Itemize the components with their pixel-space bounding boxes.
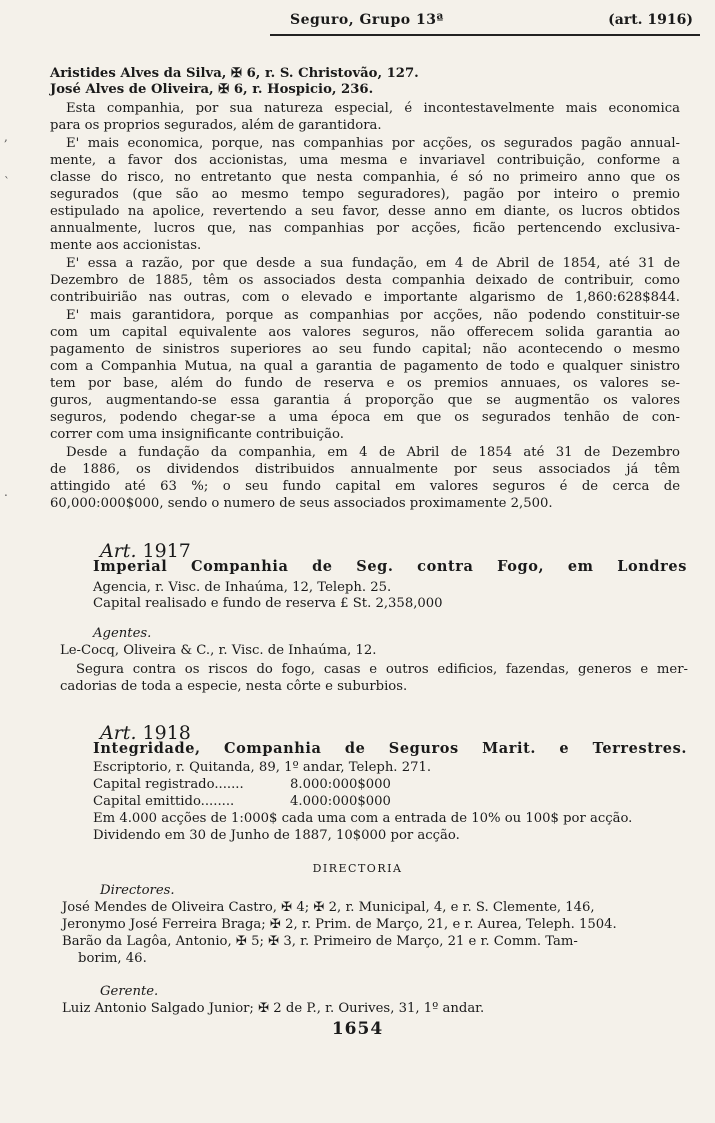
member-line: José Alves de Oliveira, ✠ 6, r. Hospicio, 236. — [50, 82, 374, 97]
company-name-1918: Integridade, Companhia de Seguros Marit. e Terrestres. — [93, 740, 687, 757]
member-line: Aristides Alves da Silva, ✠ 6, r. S. Christovão, 127. — [50, 66, 419, 81]
agency-line: Agencia, r. Visc. de Inhaúma, 12, Teleph. 25. — [93, 580, 392, 595]
paragraph-line: attingido até 63 %; o seu fundo capital em valores seguros é de cerca de — [50, 479, 680, 494]
manager-line: Luiz Antonio Salgado Junior; ✠ 2 de P., r. Ourives, 31, 1º andar. — [62, 1001, 485, 1016]
director-line: Jeronymo José Ferreira Braga; ✠ 2, r. Prim. de Março, 21, e r. Aurea, Teleph. 1504. — [62, 917, 617, 932]
agents-heading: Agentes. — [93, 626, 152, 641]
capital-emitted-value: 4.000:000$000 — [290, 794, 391, 809]
running-header-title: Seguro, Grupo 13ª — [290, 12, 444, 28]
paragraph-line: E' mais economica, porque, nas companhias por acções, os segurados pagão annual- — [66, 136, 680, 151]
capital-emitted-label: Capital emittido........ — [93, 794, 235, 809]
paragraph-line: annualmente, lucros que, nas companhias por acções, ficão pertencendo exclusiva- — [50, 221, 680, 236]
paragraph-line: 60,000:000$000, sendo o numero de seus associados proximamente 2,500. — [50, 496, 553, 511]
paragraph-line: contribuirião nas outras, com o elevado e importante algarismo de 1,860:628$844. — [50, 290, 680, 305]
agents-line: Le-Cocq, Oliveira & C., r. Visc. de Inhaúma, 12. — [60, 643, 377, 658]
paragraph-line: pagamento de sinistros superiores ao seu fundo capital; não acontecendo o mesmo — [50, 342, 680, 357]
paragraph-line: Desde a fundação da companhia, em 4 de Abril de 1854 até 31 de Dezembro — [66, 445, 680, 460]
paragraph-line: mente aos accionistas. — [50, 238, 202, 253]
directoria-heading: DIRECTORIA — [312, 862, 403, 875]
article-number: 1918 — [142, 722, 191, 744]
paragraph-line: E' mais garantidora, porque as companhias por acções, não podendo constituir-se — [66, 308, 680, 323]
capital-line: Capital realisado e fundo de reserva £ St. 2,358,000 — [93, 596, 443, 611]
paragraph-line: mente, a favor dos accionistas, uma mesma e invariavel contribuição, conforme a — [50, 153, 680, 168]
paragraph-line: tem por base, além do fundo de reserva e os premios annuaes, os valores se- — [50, 376, 680, 391]
paragraph-line: correr com uma insignificante contribuição. — [50, 427, 344, 442]
paragraph-line: Dezembro de 1885, têm os associados desta companhia deixado de contribuir, como — [50, 273, 680, 288]
running-header-article-ref: (art. 1916) — [608, 12, 693, 28]
company-name-1917: Imperial Companhia de Seg. contra Fogo, em Londres — [93, 558, 687, 575]
paragraph-line: estipulado na apolice, revertendo a seu favor, desse anno em diante, os lucros obtidos — [50, 204, 680, 219]
directors-heading: Directores. — [100, 883, 175, 898]
margin-mark: , — [4, 130, 8, 144]
office-line: Escriptorio, r. Quitanda, 89, 1º andar, Teleph. 271. — [93, 760, 432, 775]
dividend-line: Dividendo em 30 de Junho de 1887, 10$000 por acção. — [93, 828, 460, 843]
paragraph-line: E' essa a razão, por que desde a sua fundação, em 4 de Abril de 1854, até 31 de — [66, 256, 680, 271]
director-line: Barão da Lagôa, Antonio, ✠ 5; ✠ 3, r. Primeiro de Março, 21 e r. Comm. Tam- — [62, 934, 578, 949]
paragraph-line: com um capital equivalente aos valores seguros, não offerecem solida garantia ao — [50, 325, 680, 340]
director-line: José Mendes de Oliveira Castro, ✠ 4; ✠ 2, r. Municipal, 4, e r. S. Clemente, 146, — [62, 900, 595, 915]
director-line: borim, 46. — [78, 951, 147, 966]
article-label: Art. — [100, 722, 137, 744]
shares-line: Em 4.000 acções de 1:000$ cada uma com a entrada de 10% ou 100$ por acção. — [93, 811, 633, 826]
page-number: 1654 — [331, 1019, 384, 1039]
paragraph-line: seguros, podendo chegar-se a uma época em que os segurados tenhão de con- — [50, 410, 680, 425]
description-line: cadorias de toda a especie, nesta côrte e suburbios. — [60, 679, 408, 694]
paragraph-line: com a Companhia Mutua, na qual a garantia de pagamento de todo e qualquer sinistro — [50, 359, 680, 374]
header-rule — [270, 34, 700, 36]
manager-heading: Gerente. — [100, 984, 159, 999]
paragraph-line: de 1886, os dividendos distribuidos annualmente por seus associados já têm — [50, 462, 680, 477]
margin-mark: . — [4, 485, 8, 499]
article-label: Art. — [100, 540, 137, 562]
description-line: Segura contra os riscos do fogo, casas e outros edificios, fazendas, generos e mer- — [76, 662, 688, 677]
capital-registered-value: 8.000:000$000 — [290, 777, 391, 792]
paragraph-line: guros, augmentando-se essa garantia á proporção que se augmentão os valores — [50, 393, 680, 408]
paragraph-line: para os proprios segurados, além de garantidora. — [50, 118, 382, 133]
article-number: 1917 — [142, 540, 191, 562]
capital-registered-label: Capital registrado....... — [93, 777, 244, 792]
margin-mark: ` — [4, 175, 10, 189]
paragraph-line: Esta companhia, por sua natureza especial, é incontestavelmente mais economica — [66, 101, 680, 116]
paragraph-line: segurados (que são ao mesmo tempo seguradores), pagão por inteiro o premio — [50, 187, 680, 202]
paragraph-line: classe do risco, no entretanto que nesta companhia, é só no primeiro anno que os — [50, 170, 680, 185]
